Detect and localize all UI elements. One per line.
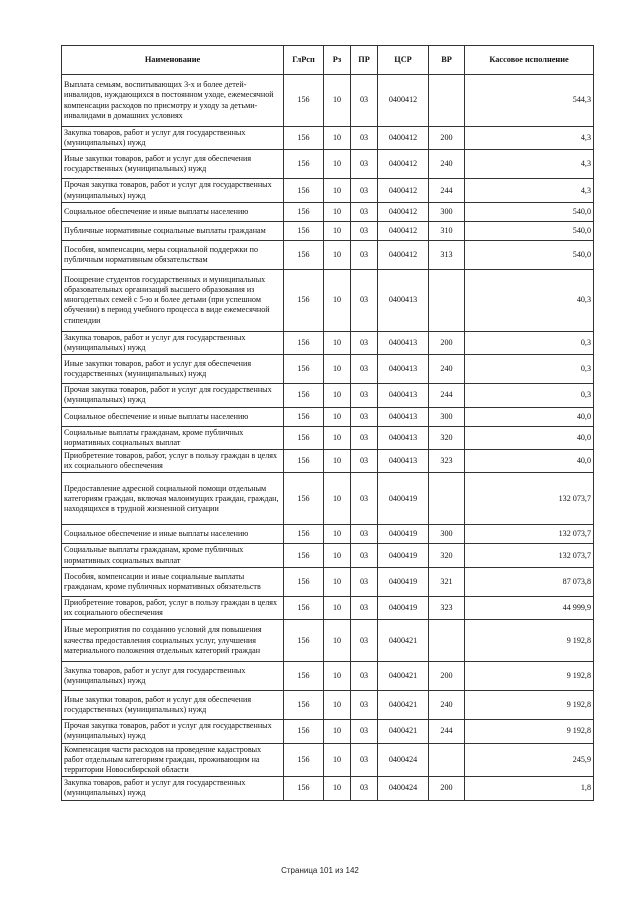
cell-amount: 132 073,7 — [465, 544, 594, 567]
cell-pr: 03 — [351, 179, 378, 202]
cell-rz: 10 — [324, 179, 351, 202]
cell-pr: 03 — [351, 450, 378, 473]
cell-vr — [429, 620, 465, 662]
table-row — [62, 384, 594, 407]
cell-vr — [429, 473, 465, 525]
cell-glrsp: 156 — [284, 426, 324, 449]
cell-amount: 544,3 — [465, 75, 594, 127]
cell-name: Иные мероприятия по созданию условий для повышения качества предоставления социальных услуг, улучшения материального положения отдельных категорий граждан — [62, 620, 284, 662]
cell-vr: 244 — [429, 720, 465, 743]
cell-vr: 321 — [429, 567, 465, 596]
cell-csr: 0400413 — [378, 331, 429, 354]
cell-vr: 323 — [429, 450, 465, 473]
cell-glrsp: 156 — [284, 75, 324, 127]
cell-vr — [429, 743, 465, 777]
cell-amount: 9 192,8 — [465, 691, 594, 720]
cell-rz: 10 — [324, 221, 351, 240]
table-header-row — [62, 46, 594, 75]
cell-vr: 310 — [429, 221, 465, 240]
cell-csr: 0400412 — [378, 75, 429, 127]
cell-rz: 10 — [324, 620, 351, 662]
header-rz: Рз — [324, 46, 351, 75]
cell-glrsp: 156 — [284, 473, 324, 525]
cell-pr: 03 — [351, 567, 378, 596]
cell-pr: 03 — [351, 240, 378, 269]
cell-pr: 03 — [351, 127, 378, 150]
table-row — [62, 355, 594, 384]
cell-rz: 10 — [324, 426, 351, 449]
cell-rz: 10 — [324, 450, 351, 473]
cell-pr: 03 — [351, 75, 378, 127]
table-row — [62, 221, 594, 240]
cell-name: Закупка товаров, работ и услуг для государственных (муниципальных) нужд — [62, 127, 284, 150]
cell-csr: 0400424 — [378, 743, 429, 777]
cell-rz: 10 — [324, 544, 351, 567]
table-row — [62, 662, 594, 691]
cell-name: Публичные нормативные социальные выплаты гражданам — [62, 221, 284, 240]
cell-pr: 03 — [351, 525, 378, 544]
cell-name: Иные закупки товаров, работ и услуг для обеспечения государственных (муниципальных) нужд — [62, 691, 284, 720]
cell-amount: 40,0 — [465, 426, 594, 449]
cell-pr: 03 — [351, 544, 378, 567]
cell-csr: 0400419 — [378, 544, 429, 567]
page-number: Страница 101 из 142 — [281, 866, 359, 875]
cell-csr: 0400413 — [378, 269, 429, 331]
cell-pr: 03 — [351, 202, 378, 221]
cell-vr: 320 — [429, 544, 465, 567]
budget-table-container — [61, 45, 593, 801]
cell-pr: 03 — [351, 691, 378, 720]
cell-name: Социальные выплаты гражданам, кроме публичных нормативных социальных выплат — [62, 426, 284, 449]
table-row — [62, 240, 594, 269]
cell-vr: 240 — [429, 691, 465, 720]
cell-rz: 10 — [324, 720, 351, 743]
cell-csr: 0400412 — [378, 240, 429, 269]
cell-vr: 323 — [429, 596, 465, 619]
cell-amount: 0,3 — [465, 355, 594, 384]
cell-csr: 0400413 — [378, 426, 429, 449]
cell-rz: 10 — [324, 567, 351, 596]
cell-csr: 0400412 — [378, 221, 429, 240]
cell-amount: 540,0 — [465, 221, 594, 240]
cell-vr: 320 — [429, 426, 465, 449]
cell-glrsp: 156 — [284, 662, 324, 691]
table-row — [62, 567, 594, 596]
cell-amount: 245,9 — [465, 743, 594, 777]
cell-csr: 0400413 — [378, 355, 429, 384]
cell-pr: 03 — [351, 384, 378, 407]
cell-pr: 03 — [351, 355, 378, 384]
header-pr: ПР — [351, 46, 378, 75]
cell-rz: 10 — [324, 202, 351, 221]
cell-name: Выплата семьям, воспитывающих 3-х и более детей-инвалидов, нуждающихся в постоянном уходе, ежемесячной компенсации расходов по присмотру и уходу за детьми-инвалидами в домашних условиях — [62, 75, 284, 127]
table-row — [62, 127, 594, 150]
table-row — [62, 620, 594, 662]
cell-rz: 10 — [324, 240, 351, 269]
cell-vr: 300 — [429, 407, 465, 426]
cell-pr: 03 — [351, 596, 378, 619]
cell-csr: 0400421 — [378, 691, 429, 720]
table-row — [62, 544, 594, 567]
cell-name: Предоставление адресной социальной помощи отдельным категориям граждан, включая малоимущих граждан, граждан, находящихся в трудной жизненной ситуации — [62, 473, 284, 525]
cell-rz: 10 — [324, 596, 351, 619]
cell-glrsp: 156 — [284, 525, 324, 544]
cell-vr — [429, 269, 465, 331]
header-glrsp: ГлРсп — [284, 46, 324, 75]
table-row — [62, 269, 594, 331]
cell-name: Социальные выплаты гражданам, кроме публичных нормативных социальных выплат — [62, 544, 284, 567]
cell-csr: 0400412 — [378, 150, 429, 179]
cell-name: Прочая закупка товаров, работ и услуг для государственных (муниципальных) нужд — [62, 720, 284, 743]
cell-name: Иные закупки товаров, работ и услуг для обеспечения государственных (муниципальных) нужд — [62, 150, 284, 179]
cell-amount: 540,0 — [465, 202, 594, 221]
cell-glrsp: 156 — [284, 620, 324, 662]
cell-glrsp: 156 — [284, 407, 324, 426]
table-row — [62, 777, 594, 800]
table-row — [62, 426, 594, 449]
cell-glrsp: 156 — [284, 150, 324, 179]
cell-glrsp: 156 — [284, 596, 324, 619]
cell-glrsp: 156 — [284, 777, 324, 800]
cell-rz: 10 — [324, 743, 351, 777]
cell-vr: 200 — [429, 331, 465, 354]
cell-vr: 313 — [429, 240, 465, 269]
table-row — [62, 473, 594, 525]
cell-csr: 0400421 — [378, 720, 429, 743]
cell-pr: 03 — [351, 777, 378, 800]
cell-csr: 0400421 — [378, 620, 429, 662]
cell-amount: 1,8 — [465, 777, 594, 800]
table-row — [62, 596, 594, 619]
cell-glrsp: 156 — [284, 240, 324, 269]
cell-name: Социальное обеспечение и иные выплаты населению — [62, 202, 284, 221]
cell-vr: 300 — [429, 202, 465, 221]
cell-vr: 300 — [429, 525, 465, 544]
cell-glrsp: 156 — [284, 691, 324, 720]
cell-pr: 03 — [351, 720, 378, 743]
header-csr: ЦСР — [378, 46, 429, 75]
cell-amount: 40,0 — [465, 450, 594, 473]
table-row — [62, 407, 594, 426]
cell-vr: 200 — [429, 662, 465, 691]
cell-vr: 244 — [429, 384, 465, 407]
cell-vr: 240 — [429, 150, 465, 179]
table-row — [62, 75, 594, 127]
cell-vr: 244 — [429, 179, 465, 202]
cell-glrsp: 156 — [284, 269, 324, 331]
cell-name: Поощрение студентов государственных и муниципальных образовательных организаций высшего образования из многодетных семей с 5-ю и более детьми (при успешном обучении) в период учебного процесса в виде ежемесячной стипендии — [62, 269, 284, 331]
table-row — [62, 525, 594, 544]
cell-name: Пособия, компенсации, меры социальной поддержки по публичным нормативным обязательствам — [62, 240, 284, 269]
cell-glrsp: 156 — [284, 450, 324, 473]
cell-csr: 0400424 — [378, 777, 429, 800]
cell-amount: 0,3 — [465, 384, 594, 407]
cell-vr — [429, 75, 465, 127]
cell-csr: 0400412 — [378, 127, 429, 150]
cell-rz: 10 — [324, 127, 351, 150]
cell-glrsp: 156 — [284, 544, 324, 567]
cell-amount: 132 073,7 — [465, 525, 594, 544]
cell-amount: 9 192,8 — [465, 620, 594, 662]
cell-amount: 44 999,9 — [465, 596, 594, 619]
cell-csr: 0400419 — [378, 567, 429, 596]
cell-csr: 0400419 — [378, 596, 429, 619]
cell-glrsp: 156 — [284, 221, 324, 240]
cell-csr: 0400413 — [378, 384, 429, 407]
cell-vr: 200 — [429, 127, 465, 150]
cell-glrsp: 156 — [284, 384, 324, 407]
table-row — [62, 331, 594, 354]
cell-glrsp: 156 — [284, 355, 324, 384]
cell-name: Компенсация части расходов на проведение кадастровых работ отдельным категориям граждан, проживающим на территории Новосибирской области — [62, 743, 284, 777]
cell-rz: 10 — [324, 75, 351, 127]
cell-name: Прочая закупка товаров, работ и услуг для государственных (муниципальных) нужд — [62, 384, 284, 407]
cell-rz: 10 — [324, 150, 351, 179]
table-row — [62, 743, 594, 777]
cell-pr: 03 — [351, 620, 378, 662]
cell-pr: 03 — [351, 150, 378, 179]
cell-pr: 03 — [351, 331, 378, 354]
budget-table — [61, 45, 594, 801]
cell-name: Приобретение товаров, работ, услуг в пользу граждан в целях их социального обеспечения — [62, 596, 284, 619]
cell-csr: 0400413 — [378, 450, 429, 473]
header-name: Наименование — [62, 46, 284, 75]
cell-pr: 03 — [351, 743, 378, 777]
table-body — [62, 75, 594, 801]
header-vr: ВР — [429, 46, 465, 75]
cell-glrsp: 156 — [284, 127, 324, 150]
cell-name: Закупка товаров, работ и услуг для государственных (муниципальных) нужд — [62, 662, 284, 691]
cell-name: Пособия, компенсации и иные социальные выплаты гражданам, кроме публичных нормативных обязательств — [62, 567, 284, 596]
cell-csr: 0400413 — [378, 407, 429, 426]
cell-amount: 87 073,8 — [465, 567, 594, 596]
cell-rz: 10 — [324, 525, 351, 544]
cell-glrsp: 156 — [284, 567, 324, 596]
cell-csr: 0400421 — [378, 662, 429, 691]
cell-name: Социальное обеспечение и иные выплаты населению — [62, 407, 284, 426]
cell-name: Приобретение товаров, работ, услуг в пользу граждан в целях их социального обеспечения — [62, 450, 284, 473]
cell-vr: 240 — [429, 355, 465, 384]
cell-glrsp: 156 — [284, 720, 324, 743]
cell-amount: 4,3 — [465, 150, 594, 179]
cell-glrsp: 156 — [284, 331, 324, 354]
cell-glrsp: 156 — [284, 179, 324, 202]
cell-rz: 10 — [324, 691, 351, 720]
table-row — [62, 202, 594, 221]
cell-name: Прочая закупка товаров, работ и услуг для государственных (муниципальных) нужд — [62, 179, 284, 202]
cell-rz: 10 — [324, 777, 351, 800]
table-row — [62, 450, 594, 473]
cell-csr: 0400419 — [378, 473, 429, 525]
cell-rz: 10 — [324, 407, 351, 426]
cell-vr: 200 — [429, 777, 465, 800]
cell-glrsp: 156 — [284, 743, 324, 777]
cell-pr: 03 — [351, 407, 378, 426]
cell-pr: 03 — [351, 426, 378, 449]
cell-amount: 4,3 — [465, 179, 594, 202]
cell-glrsp: 156 — [284, 202, 324, 221]
cell-amount: 0,3 — [465, 331, 594, 354]
cell-pr: 03 — [351, 221, 378, 240]
cell-name: Закупка товаров, работ и услуг для государственных (муниципальных) нужд — [62, 331, 284, 354]
cell-csr: 0400412 — [378, 179, 429, 202]
cell-rz: 10 — [324, 269, 351, 331]
cell-csr: 0400412 — [378, 202, 429, 221]
cell-amount: 9 192,8 — [465, 720, 594, 743]
cell-amount: 40,0 — [465, 407, 594, 426]
cell-pr: 03 — [351, 269, 378, 331]
cell-rz: 10 — [324, 473, 351, 525]
header-amount: Кассовое исполнение — [465, 46, 594, 75]
cell-rz: 10 — [324, 331, 351, 354]
cell-pr: 03 — [351, 662, 378, 691]
cell-amount: 540,0 — [465, 240, 594, 269]
cell-rz: 10 — [324, 662, 351, 691]
table-row — [62, 179, 594, 202]
table-row — [62, 150, 594, 179]
cell-amount: 9 192,8 — [465, 662, 594, 691]
cell-name: Закупка товаров, работ и услуг для государственных (муниципальных) нужд — [62, 777, 284, 800]
cell-csr: 0400419 — [378, 525, 429, 544]
cell-name: Иные закупки товаров, работ и услуг для обеспечения государственных (муниципальных) нужд — [62, 355, 284, 384]
cell-amount: 40,3 — [465, 269, 594, 331]
cell-amount: 4,3 — [465, 127, 594, 150]
table-row — [62, 691, 594, 720]
cell-rz: 10 — [324, 355, 351, 384]
cell-amount: 132 073,7 — [465, 473, 594, 525]
table-row — [62, 720, 594, 743]
cell-pr: 03 — [351, 473, 378, 525]
cell-rz: 10 — [324, 384, 351, 407]
cell-name: Социальное обеспечение и иные выплаты населению — [62, 525, 284, 544]
